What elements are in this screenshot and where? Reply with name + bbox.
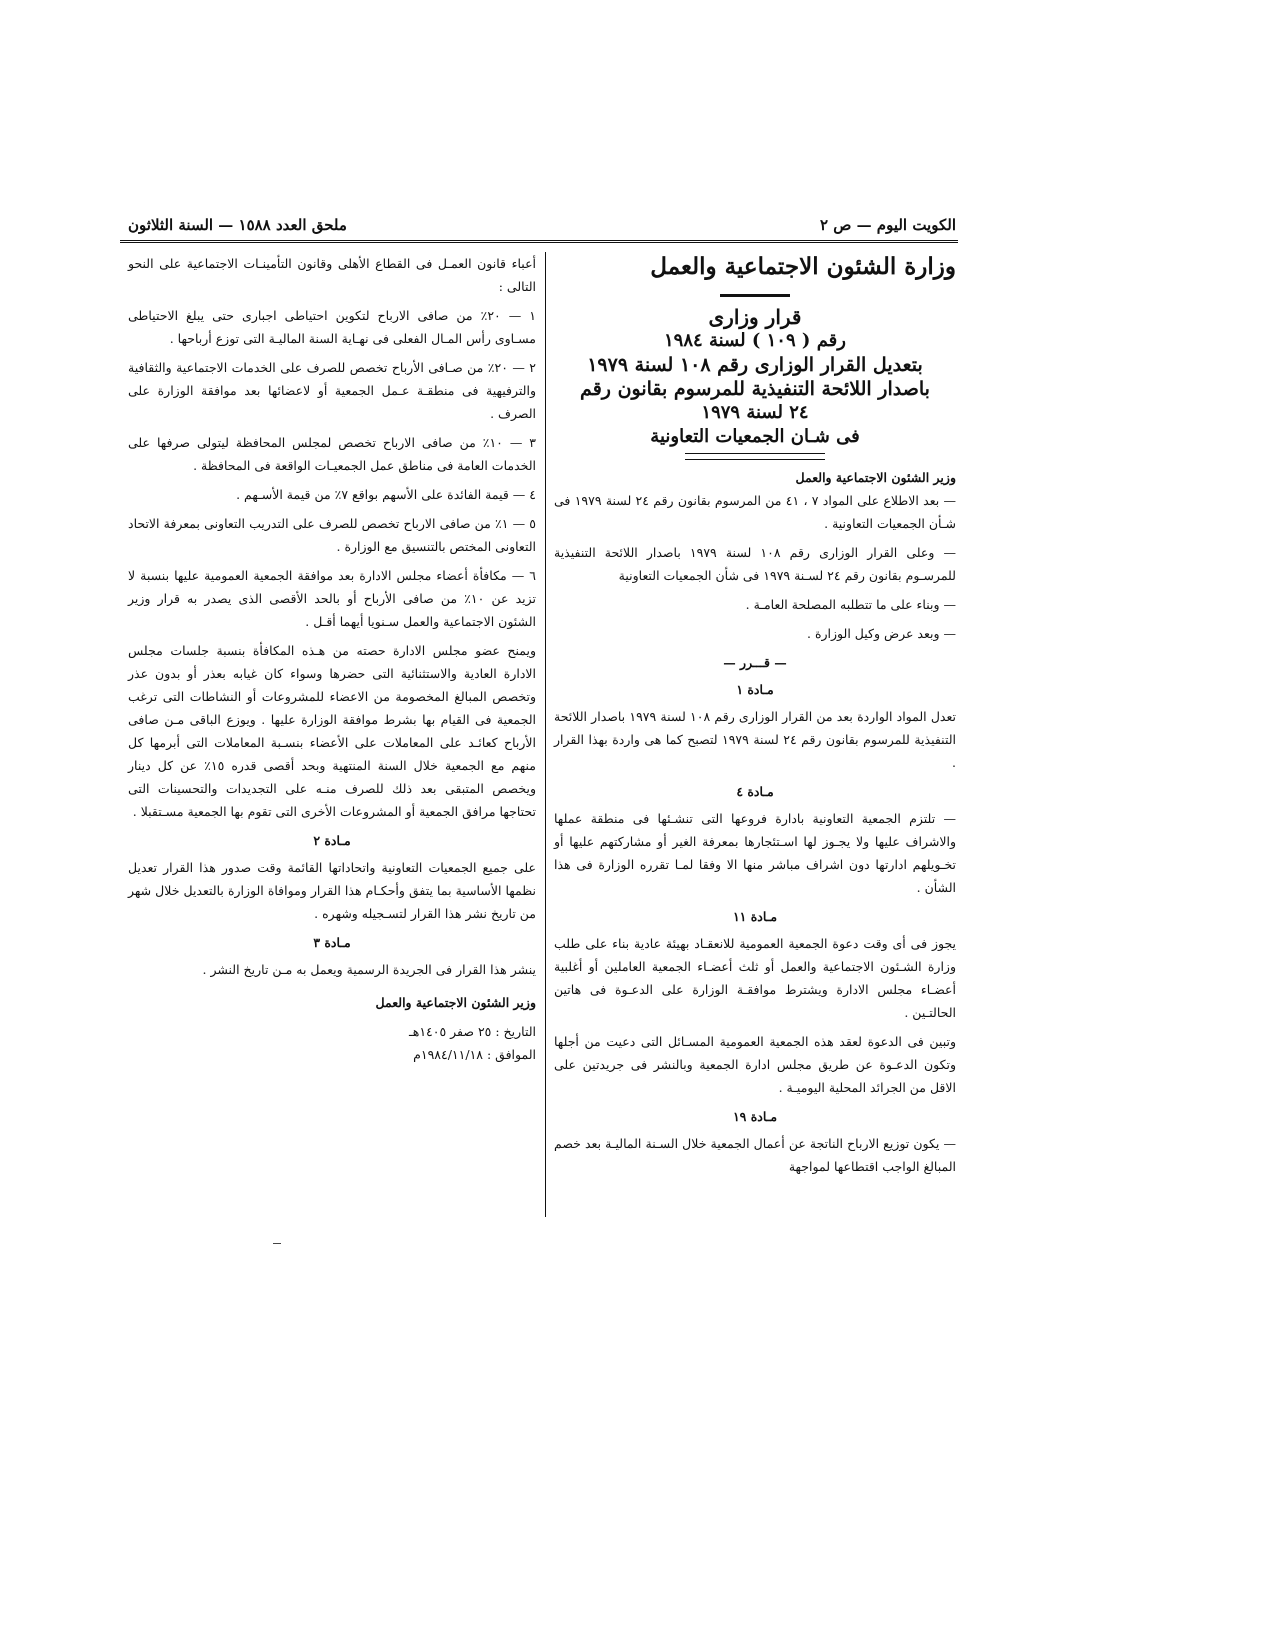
date-hijri: التاريخ : ٢٥ صفر ١٤٠٥هـ — [409, 1024, 536, 1039]
ministry-title: وزارة الشئون الاجتماعية والعمل — [650, 253, 956, 280]
running-header — [128, 214, 956, 240]
article-1-text: تعدل المواد الواردة بعد من القرار الوزارى رقم ١٠٨ لسنة ١٩٧٩ باصدار اللائحة التنفيذية للمرسوم بقانون رقم ٢٤ لسنة ١٩٧٩ لتصبح كما هى واردة بهذا القرار . — [554, 709, 956, 770]
minister-line: وزير الشئون الاجتماعية والعمل — [795, 470, 956, 485]
preamble-1: — بعد الاطلاع على المواد ٧ ، ٤١ من المرسوم بقانون رقم ٢٤ لسنة ١٩٧٩ فى شـأن الجمعيات التعاونية . — [554, 493, 956, 531]
date-gregorian: الموافق : ١٩٨٤/١١/١٨م — [413, 1047, 536, 1062]
stray-mark — [273, 1243, 281, 1244]
header-supplement: ملحق العدد ١٥٨٨ — السنة الثلاثون — [128, 216, 347, 234]
preamble-4: — وبعد عرض وكيل الوزارة . — [807, 626, 956, 641]
distribution-item-3: ٣ — ١٠٪ من صافى الارباح تخصص لمجلس المحافظة ليتولى صرفها على الخدمات العامة فى مناطق عمل الجمعيـات الواقعة فى المحافظة . — [128, 435, 536, 473]
right-column — [554, 252, 956, 1184]
decision-number: رقم ( ١٠٩ ) لسنة ١٩٨٤ — [664, 330, 846, 351]
article-3-text: ينشر هذا القرار فى الجريدة الرسمية ويعمل به مـن تاريخ النشر . — [202, 962, 536, 977]
article-1-heading: مـادة ١ — [736, 682, 774, 697]
distribution-item-4: ٤ — قيمة الفائدة على الأسهم بواقع ٧٪ من قيمة الأسـهم . — [236, 487, 536, 502]
left-column — [128, 252, 536, 1066]
article-2-heading: مـادة ٢ — [313, 833, 351, 848]
article-11-text-1: يجوز فى أى وقت دعوة الجمعية العمومية للانعقـاد بهيئة عادية بناء على طلب وزارة الشـئون الاجتماعية والعمل أو ثلث أعضـاء الجمعية العاملين أو أغلبية أعضـاء مجلس الادارة ويشترط موافقـة الوزارة على الدعـوة فى هاتين الحالتـين . — [554, 936, 956, 1020]
article-3-heading: مـادة ٣ — [313, 935, 351, 950]
distribution-item-5: ٥ — ١٪ من صافى الارباح تخصص للصرف على التدريب التعاونى بمعرفة الاتحاد التعاونى المختص بالتنسيق مع الوزارة . — [128, 516, 536, 554]
article-11-text-2: وتبين فى الدعوة لعقد هذه الجمعية العمومية المسـائل التى دعيت من أجلها وتكون الدعـوة عن طريق مجلس ادارة الجمعية وبالنشر فى جريدتين على الاقل من الجرائد المحلية اليوميـة . — [554, 1034, 956, 1095]
article-11-heading: مـادة ١١ — [732, 909, 778, 924]
article-2-text: على جميع الجمعيات التعاونية واتحاداتها القائمة وقت صدور هذا القرار تعديل نظمها الأساسية بما يتفق وأحكـام هذا القرار وموافاة الوزارة بالتعديل خلال شهر من تاريخ نشر هذا القرار لتسـجيله وشهره . — [128, 860, 536, 921]
minister-signature: وزير الشئون الاجتماعية والعمل — [375, 995, 536, 1010]
article-4-heading: مـادة ٤ — [736, 784, 774, 799]
subject-ornament — [685, 453, 825, 460]
article-19-heading: مـادة ١٩ — [732, 1109, 778, 1124]
distribution-item-6: ٦ — مكافأة أعضاء مجلس الادارة بعد موافقة الجمعية العمومية عليها بنسبة لا تزيد عن ١٠٪ من صافى الأرباح أو بالحد الأقصى الذى يصدر به قرار وزير الشئون الاجتماعية والعمل سـنويا أيهما أقـل . — [128, 568, 536, 629]
title-separator — [720, 294, 790, 297]
preamble-2: — وعلى القرار الوزارى رقم ١٠٨ لسنة ١٩٧٩ باصدار اللائحة التنفيذية للمرسـوم بقانون رقم ٢٤ لسـنة ١٩٧٩ فى شأن الجمعيات التعاونية — [554, 545, 956, 583]
preamble-3: — وبناء على ما تتطلبه المصلحة العامـة . — [745, 597, 956, 612]
decision-title: قرار وزارى — [708, 305, 802, 329]
distribution-item-1: ١ — ٢٠٪ من صافى الارباح لتكوين احتياطى اجبارى حتى يبلغ الاحتياطى مسـاوى رأس المـال الفعلى فى نهـاية السنة الماليـة التى توزع أرباحها . — [128, 308, 536, 346]
header-rule — [120, 240, 958, 243]
decision-subject-3: ٢٤ لسنة ١٩٧٩ — [701, 402, 809, 423]
decision-subject-4: فى شـان الجمعيات التعاونية — [650, 426, 860, 447]
header-publication: الكويت اليوم — ص ٢ — [819, 216, 956, 234]
decision-subject-2: باصدار اللائحة التنفيذية للمرسوم بقانون رقم — [580, 378, 930, 400]
continued-text: أعباء قانون العمـل فى القطاع الأهلى وقانون التأمينـات الاجتماعية على النحو التالى : — [128, 256, 536, 294]
decision-subject-1: بتعديل القرار الوزارى رقم ١٠٨ لسنة ١٩٧٩ — [587, 354, 923, 376]
article-19-text: — يكون توزيع الارباح الناتجة عن أعمال الجمعية خلال السـنة الماليـة بعد خصم المبالغ الواجب اقتطاعها لمواجهة — [554, 1136, 956, 1174]
board-bonus-paragraph: ويمنح عضو مجلس الادارة حصته من هـذه المكافأة بنسبة جلسات مجلس الادارة العادية والاستثنائية التى حضرها وسواء كان غيابه بعذر أو بدون عذر وتخصص المبالغ المخصومة من الاعضاء للمشروعات أو النشاطات التى ترغب الجمعية فى القيام بها بشرط موافقة الوزارة عليها . ويوزع الباقى مـن صافى الأرباح كعائـد على المعاملات على الأعضاء بنسـبة المعاملات التى أبرمها كل منهم مع الجمعية خلال السنة المنتهية وبحد أقصى قدره ١٥٪ عن كل دينار ويخصص المتبقى بعد ذلك للصرف منـه على التجديدات والتحسينات التى تحتاجها مرافق الجمعية أو المشروعات الأخرى التى تقوم بها الجمعية مسـتقبلا . — [128, 643, 536, 819]
decided-heading: — قـــرر — — [723, 655, 787, 670]
article-4-text: — تلتزم الجمعية التعاونية بادارة فروعها التى تنشـئها فى منطقة عملها والاشراف عليها ولا يجـوز لها اسـتئجارها بمعرفة الغير أو مشاركتهم عليها أو تخـويلهم ادارتها دون اشراف مباشر منها الا وفقا لمـا تقرره الوزارة فى هذا الشأن . — [554, 811, 956, 895]
distribution-item-2: ٢ — ٢٠٪ من صـافى الأرباح تخصص للصرف على الخدمات الاجتماعية والثقافية والترفيهية فى منطقـة عـمل الجمعية أو لاعضائها بعد موافقة الوزارة على الصرف . — [128, 360, 536, 421]
column-divider — [545, 252, 546, 1217]
